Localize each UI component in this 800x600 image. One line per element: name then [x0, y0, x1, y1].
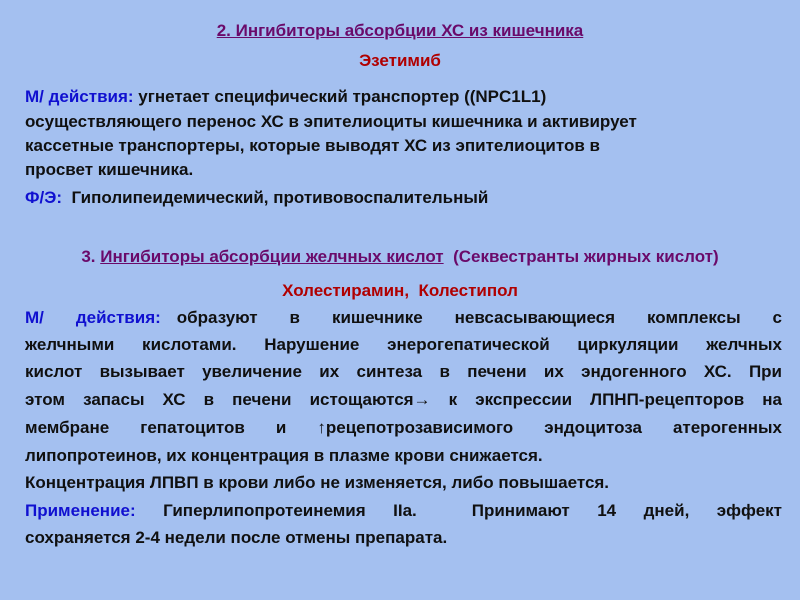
- section3-mechanism-line-2: [25, 335, 782, 355]
- section3-mechanism-label: М/ действия:: [25, 308, 161, 327]
- section2-drug-text: Эзетимиб: [359, 51, 441, 70]
- section2-mechanism-text-3: кассетные транспортеры, которые выводят ХС из эпителиоцитов в: [25, 136, 600, 155]
- section2-mechanism-line-2: [25, 112, 637, 132]
- section3-hdl-text: Концентрация ЛПВП в крови либо не изменяется, либо повышается.: [25, 473, 610, 492]
- section2-effect-text: Гиполипеидемический, противовоспалительный: [62, 188, 489, 207]
- section2-mechanism-text-2: осуществляющего перенос ХС в эпителиоциты кишечника и активирует: [25, 112, 637, 131]
- section2-mechanism-line-3: [25, 136, 600, 156]
- section3-mechanism-line-5: [25, 418, 782, 438]
- section3-mechanism-text-3: кислот вызывает увеличение их синтеза в печени их эндогенного ХС. При: [25, 362, 782, 381]
- section3-mechanism-text-4: этом запасы ХС в печени истощаются→ к экспрессии ЛПНП-рецепторов на: [25, 390, 782, 409]
- section3-mechanism-line-4: [25, 390, 782, 410]
- section3-usage-text-1: Гиперлипопротеинемия IIa. Принимают 14 дней, эффект: [135, 501, 782, 520]
- section2-mechanism-label: М/ действия:: [25, 87, 134, 106]
- section2-effect-label: Ф/Э:: [25, 188, 62, 207]
- section3-title: [0, 247, 800, 267]
- section3-mechanism-line-6: [25, 446, 543, 466]
- section3-hdl: [25, 473, 609, 493]
- section3-number: 3.: [81, 247, 101, 266]
- section3-mechanism-text-6: липопротеинов, их концентрация в плазме крови снижается.: [25, 446, 543, 465]
- section3-drugs: [0, 281, 800, 301]
- section2-mechanism-text-4: просвет кишечника.: [25, 160, 194, 179]
- section2-mechanism-text-1: угнетает специфический транспортер ((NPC1L1): [133, 87, 547, 106]
- section2-effect: [25, 188, 488, 208]
- section3-mechanism-line-1: [25, 308, 782, 328]
- section3-usage-label: Применение:: [25, 501, 136, 520]
- section3-drugs-text: Холестирамин, Колестипол: [282, 281, 518, 300]
- section3-mechanism-text-2: желчными кислотами. Нарушение энерогепатической циркуляции желчных: [25, 335, 782, 354]
- section2-mechanism-line-4: [25, 160, 193, 180]
- section3-mechanism-text-1: образуют в кишечнике невсасывающиеся комплексы с: [160, 308, 782, 327]
- section3-usage-text-2: сохраняется 2-4 недели после отмены препарата.: [25, 528, 448, 547]
- section3-mechanism-line-3: [25, 362, 782, 382]
- section2-title: [0, 21, 800, 41]
- section2-drug: [0, 51, 800, 71]
- section2-title-text: 2. Ингибиторы абсорбции ХС из кишечника: [216, 21, 584, 40]
- section3-usage-line-1: [25, 501, 782, 521]
- section3-usage-line-2: [25, 528, 447, 548]
- section2-mechanism-line-1: [25, 87, 546, 107]
- section3-mechanism-text-5: мембране гепатоцитов и ↑рецепотрозависимого эндоцитоза атерогенных: [25, 418, 782, 437]
- section3-subtitle: (Секвестранты жирных кислот): [443, 247, 719, 266]
- section3-title-text: Ингибиторы абсорбции желчных кислот: [100, 247, 444, 266]
